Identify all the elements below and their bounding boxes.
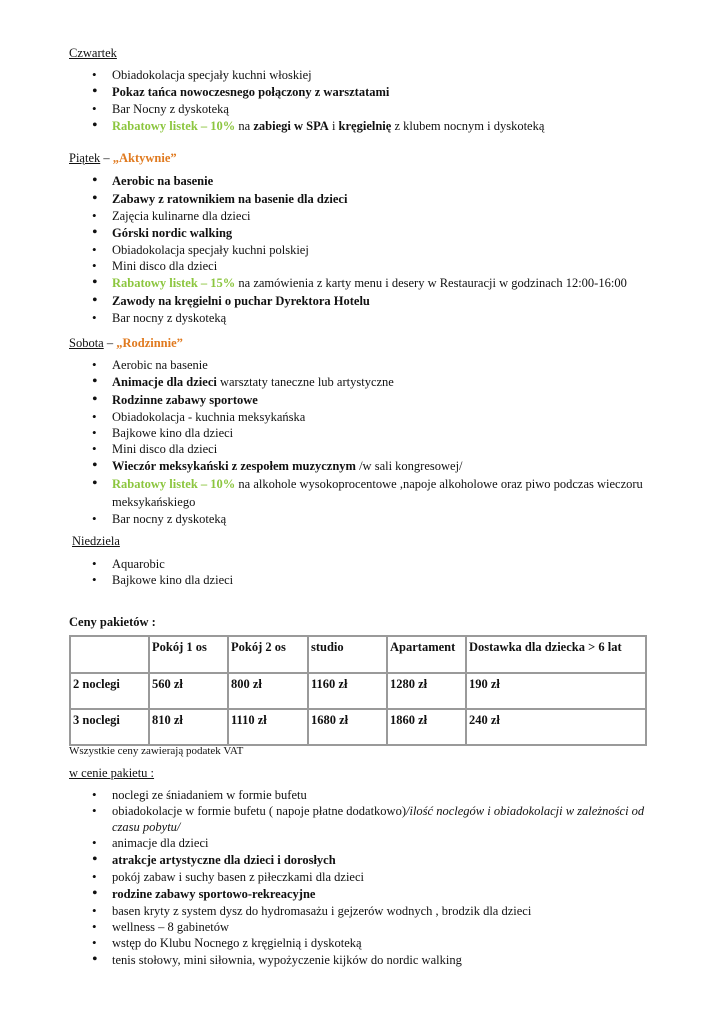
list-item: • wellness – 8 gabinetów <box>69 919 664 935</box>
table-cell <box>70 636 149 673</box>
list-item: • rodzine zabawy sportowo-rekreacyjne <box>69 885 664 903</box>
friday-theme: „Aktywnie” <box>112 151 177 165</box>
table-cell: studio <box>308 636 387 673</box>
list-item: • Górski nordic walking <box>69 224 664 242</box>
list-item: • Zajęcia kulinarne dla dzieci <box>69 208 664 224</box>
list-item: • Aerobic na basenie <box>69 172 664 190</box>
list-item: • obiadokolacje w formie bufetu ( napoje płatne dodatkowo)/ilość noclegów i obiadokolacji w zależności od czasu pobytu/ <box>69 803 664 835</box>
list-item: • Bajkowe kino dla dzieci <box>69 572 664 588</box>
list-item: • Zawody na kręgielni o puchar Dyrektora Hotelu <box>69 292 664 310</box>
list-item: • basen kryty z system dysz do hydromasażu i gejzerów wodnych , brodzik dla dzieci <box>69 903 664 919</box>
package-heading: w cenie pakietu : <box>69 766 155 780</box>
table-cell: 190 zł <box>466 673 646 709</box>
list-item: • Bar nocny z dyskoteką <box>69 310 664 326</box>
list-item: • tenis stołowy, mini siłownia, wypożyczenie kijków do nordic walking <box>69 951 664 969</box>
list-item: • Bar nocny z dyskoteką <box>69 511 664 527</box>
list-item: • Pokaz tańca nowoczesnego połączony z warsztatami <box>69 83 664 101</box>
friday-list <box>69 172 664 326</box>
list-item: • Bajkowe kino dla dzieci <box>69 425 664 441</box>
section-saturday <box>69 335 664 527</box>
thursday-list <box>69 67 664 135</box>
table-row <box>70 673 646 709</box>
table-cell: Pokój 1 os <box>149 636 228 673</box>
table-cell: 2 noclegi <box>70 673 149 709</box>
table-cell: 240 zł <box>466 709 646 745</box>
table-cell: 800 zł <box>228 673 308 709</box>
saturday-heading: Sobota – „Rodzinnie” <box>69 336 183 350</box>
table-cell: 3 noclegi <box>70 709 149 745</box>
list-item: • Aerobic na basenie <box>69 357 664 373</box>
table-cell: 1110 zł <box>228 709 308 745</box>
table-cell: Dostawka dla dziecka > 6 lat <box>466 636 646 673</box>
list-item: • wstęp do Klubu Nocnego z kręgielnią i dyskoteką <box>69 935 664 951</box>
table-header-row <box>70 636 646 673</box>
list-item: • Mini disco dla dzieci <box>69 258 664 274</box>
package-section <box>69 765 664 969</box>
table-cell: 1680 zł <box>308 709 387 745</box>
list-item: • Wieczór meksykański z zespołem muzycznym /w sali kongresowej/ <box>69 457 664 475</box>
list-item: • animacje dla dzieci <box>69 835 664 851</box>
list-item: • noclegi ze śniadaniem w formie bufetu <box>69 787 664 803</box>
section-sunday-list <box>69 556 664 588</box>
list-item: • Obiadokolacja - kuchnia meksykańska <box>69 409 664 425</box>
prices-section <box>69 614 664 630</box>
list-item: • Obiadokolacja specjały kuchni polskiej <box>69 242 664 258</box>
table-cell: Apartament <box>387 636 466 673</box>
table-row <box>70 709 646 745</box>
sunday-list <box>69 556 664 588</box>
list-item: • Rodzinne zabawy sportowe <box>69 391 664 409</box>
table-cell: 1160 zł <box>308 673 387 709</box>
section-friday <box>69 150 664 326</box>
table-cell: 1280 zł <box>387 673 466 709</box>
list-item: • Rabatowy listek – 15% na zamówienia z karty menu i desery w Restauracji w godzinach 12:00-16:00 <box>69 274 664 292</box>
list-item: • Zabawy z ratownikiem na basenie dla dzieci <box>69 190 664 208</box>
saturday-theme: „Rodzinnie” <box>116 336 183 350</box>
list-item: • atrakcje artystyczne dla dzieci i dorosłych <box>69 851 664 869</box>
thursday-heading: Czwartek <box>69 46 117 60</box>
table-cell: 560 zł <box>149 673 228 709</box>
section-thursday <box>69 45 664 135</box>
list-item: • Mini disco dla dzieci <box>69 441 664 457</box>
prices-heading: Ceny pakietów : <box>69 615 156 629</box>
list-item: • Obiadokolacja specjały kuchni włoskiej <box>69 67 664 83</box>
list-item: • Animacje dla dzieci warsztaty taneczne lub artystyczne <box>69 373 664 391</box>
table-cell: 810 zł <box>149 709 228 745</box>
section-sunday <box>72 533 664 549</box>
sunday-heading: Niedziela <box>72 534 120 548</box>
vat-note: Wszystkie ceny zawierają podatek VAT <box>69 745 244 757</box>
list-item: • Aquarobic <box>69 556 664 572</box>
list-item: • Bar Nocny z dyskoteką <box>69 101 664 117</box>
table-cell: 1860 zł <box>387 709 466 745</box>
price-table <box>69 635 647 746</box>
saturday-list <box>69 357 664 527</box>
friday-heading: Piątek – „Aktywnie” <box>69 151 177 165</box>
package-list <box>69 787 664 969</box>
list-item: • pokój zabaw i suchy basen z piłeczkami dla dzieci <box>69 869 664 885</box>
list-item: • Rabatowy listek – 10% na alkohole wysokoprocentowe ,napoje alkoholowe oraz piwo podczas wieczoru meksykańskiego <box>69 475 664 511</box>
list-item: • Rabatowy listek – 10% na zabiegi w SPA i kręgielnię z klubem nocnym i dyskoteką <box>69 117 664 135</box>
table-cell: Pokój 2 os <box>228 636 308 673</box>
